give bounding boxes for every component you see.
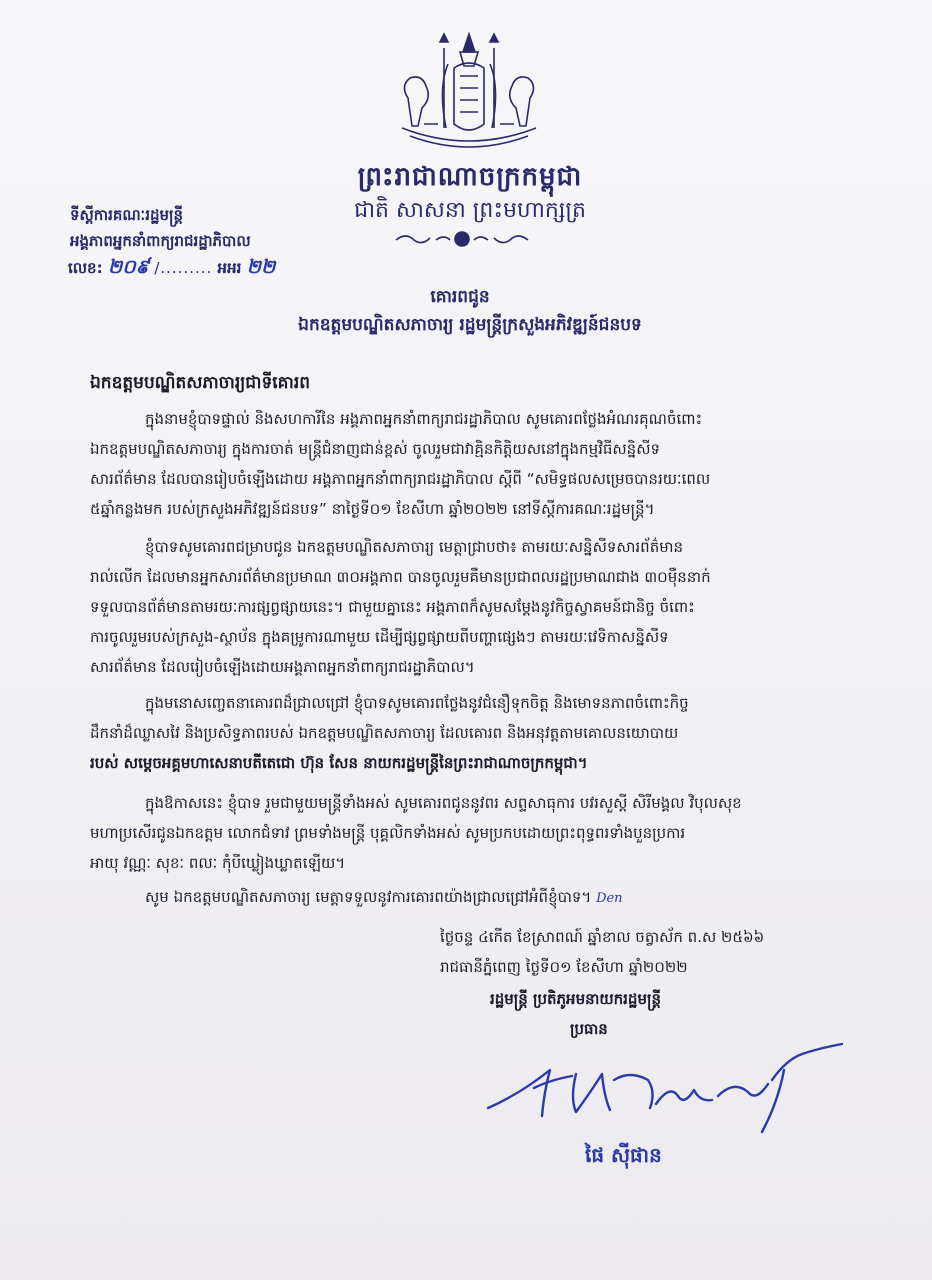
paragraph-line: ដឹកនាំដ៏ឈ្លាសវៃ និងប្រសិទ្ធភាពរបស់ ឯកឧត្តមបណ្ឌិតសភាចារ្យ ដែលគោរព និងអនុវត្តតាមគោលនយោបាយ xyxy=(90,724,679,742)
paragraph-2 xyxy=(90,532,860,682)
salutation: ឯកឧត្តមបណ្ឌិតសភាចារ្យជាទីគោរព xyxy=(90,373,311,393)
signatory-role: ប្រធាន xyxy=(570,1020,608,1038)
paragraph-1 xyxy=(90,404,860,524)
reference-number xyxy=(68,255,308,283)
paragraph-line: រាល់លើក ដែលមានអ្នកសារព័ត៌មានប្រមាណ ៣០អង្គភាព បានចូលរួមគឺមានប្រជាពលរដ្ឋប្រមាណជាង ៣០ម៉ឺននាក់ xyxy=(90,568,711,586)
ref-handwritten-number: ២០៩ xyxy=(107,256,150,278)
ornament-divider xyxy=(392,228,532,250)
place-date: រាជធានីភ្នំពេញ ថ្ងៃទី០១ ខែសីហា ឆ្នាំ២០២២ xyxy=(440,958,688,976)
to-label: គោរពជូន xyxy=(430,287,490,307)
ref-suffix: អអរ xyxy=(217,259,242,277)
paragraph-line: ខ្ញុំបាទសូមគោរពជម្រាបជូន ឯកឧត្តមបណ្ឌិតសភាចារ្យ មេត្តាជ្រាបថា៖ តាមរយៈសន្និសីទសារព័ត៌មាន xyxy=(145,538,684,556)
ref-dotted-line: /......... xyxy=(154,259,213,277)
paragraph-line: ក្នុងឱកាសនេះ ខ្ញុំបាទ រួមជាមួយមន្ត្រីទាំងអស់ សូមគោរពជូននូវពរ សព្ទសាធុការ បវរសួស្តី សិរីមង្គល វិបុលសុខ xyxy=(145,794,742,812)
signatory-title: រដ្ឋមន្ត្រី ប្រតិភូអមនាយករដ្ឋមន្ត្រី xyxy=(490,990,661,1008)
closing-handwritten-mark: Den xyxy=(596,891,623,906)
handwritten-signature xyxy=(480,1040,850,1140)
closing-line xyxy=(145,882,845,914)
paragraph-line: ក្នុងមនោសញ្ចេតនាគោរពដ៏ជ្រាលជ្រៅ ខ្ញុំបាទសូមគោរពថ្លែងនូវជំនឿទុកចិត្ត និងមោទនភាពចំពោះកិច្ច xyxy=(145,694,689,712)
office-line-2: អង្គភាពអ្នកនាំពាក្យរាជរដ្ឋាភិបាល xyxy=(70,232,251,250)
kingdom-title: ព្រះរាជាណាចក្រកម្ពុជា xyxy=(357,162,583,192)
paragraph-line: សារព័ត៌មាន ដែលបានរៀបចំឡើងដោយ អង្គភាពអ្នកនាំពាក្យរាជរដ្ឋាភិបាល ស្តីពី “សមិទ្ធផលសម្រេចបានរយៈពេល xyxy=(90,470,711,488)
paragraph-line: អាយុ វណ្ណៈ សុខៈ ពលៈ កុំបីឃ្លៀងឃ្លាតឡើយ។ xyxy=(90,854,346,872)
signatory-name: ផៃ ស៊ីផាន xyxy=(585,1143,662,1167)
paragraph-line: មហាប្រសើរជូនឯកឧត្តម លោកជំទាវ ព្រមទាំងមន្ត្រី បុគ្គលិកទាំងអស់ សូមប្រកបដោយព្រះពុទ្ធពរទាំងបួនប្រការ xyxy=(90,824,686,842)
paragraph-line: ទទួលបានព័ត៌មានតាមរយៈការផ្សព្វផ្សាយនេះ។ ជាមួយគ្នានេះ អង្គភាពក៏សូមសម្តែងនូវកិច្ចស្វាគមន៍ជានិច្ច ចំពោះ xyxy=(90,598,695,616)
paragraph-line: សារព័ត៌មាន ដែលរៀបចំឡើងដោយអង្គភាពអ្នកនាំពាក្យរាជរដ្ឋាភិបាល។ xyxy=(90,658,475,676)
paragraph-line: របស់ សម្តេចអគ្គមហាសេនាបតីតេជោ ហ៊ុន សែន នាយករដ្ឋមន្ត្រីនៃព្រះរាជាណាចក្រកម្ពុជា។ xyxy=(90,754,588,772)
paragraph-3 xyxy=(90,688,860,778)
ref-prefix: លេខ: xyxy=(68,259,103,277)
office-line-1: ទីស្តីការគណៈរដ្ឋមន្ត្រី xyxy=(70,206,184,224)
closing-text: សូម ឯកឧត្តមបណ្ឌិតសភាចារ្យ មេត្តាទទួលនូវការគោរពយ៉ាងជ្រាលជ្រៅអំពីខ្ញុំបាទ។ xyxy=(145,888,592,906)
paragraph-line: ឯកឧត្តមបណ្ឌិតសភាចារ្យ ក្នុងការចាត់ មន្ត្រីជំនាញជាន់ខ្ពស់ ចូលរួមជាវាគ្មិនកិត្តិយសនៅក្នុងកម្មវិធីសន្និសីទ xyxy=(90,440,660,458)
paragraph-line: ក្នុងនាមខ្ញុំបាទផ្ទាល់ និងសហការីនៃ អង្គភាពអ្នកនាំពាក្យរាជរដ្ឋាភិបាល សូមគោរពថ្លែងអំណរគុណចំពោះ xyxy=(145,410,703,428)
issuing-office xyxy=(70,202,330,254)
paragraph-4 xyxy=(90,788,860,878)
recipient-title: ឯកឧត្តមបណ្ឌិតសភាចារ្យ រដ្ឋមន្ត្រីក្រសួងអភិវឌ្ឍន៍ជនបទ xyxy=(298,315,642,335)
paragraph-line: ៥ឆ្នាំកន្លងមក របស់ក្រសួងអភិវឌ្ឍន៍ជនបទ” នាថ្ងៃទី០១ ខែសីហា ឆ្នាំ២០២២ នៅទីស្តីការគណៈរដ្ឋមន្ត្រី។ xyxy=(90,500,655,518)
royal-coat-of-arms xyxy=(388,28,550,158)
ref-handwritten-extra: ២២ xyxy=(246,256,276,278)
lunar-date: ថ្ងៃចន្ទ ៤កើត ខែស្រាពណ៍ ឆ្នាំខាល ចត្វាស័ក ព.ស ២៥៦៦ xyxy=(440,928,765,946)
paragraph-line: ការចូលរួមរបស់ក្រសួង-ស្ថាប័ន ក្នុងគម្រូការណាមួយ ដើម្បីផ្សព្វផ្សាយពីបញ្ហាផ្សេងៗ តាមរយៈវេទិកាសន្និសីទ xyxy=(90,628,669,646)
national-motto: ជាតិ សាសនា ព្រះមហាក្សត្រ xyxy=(354,198,586,223)
